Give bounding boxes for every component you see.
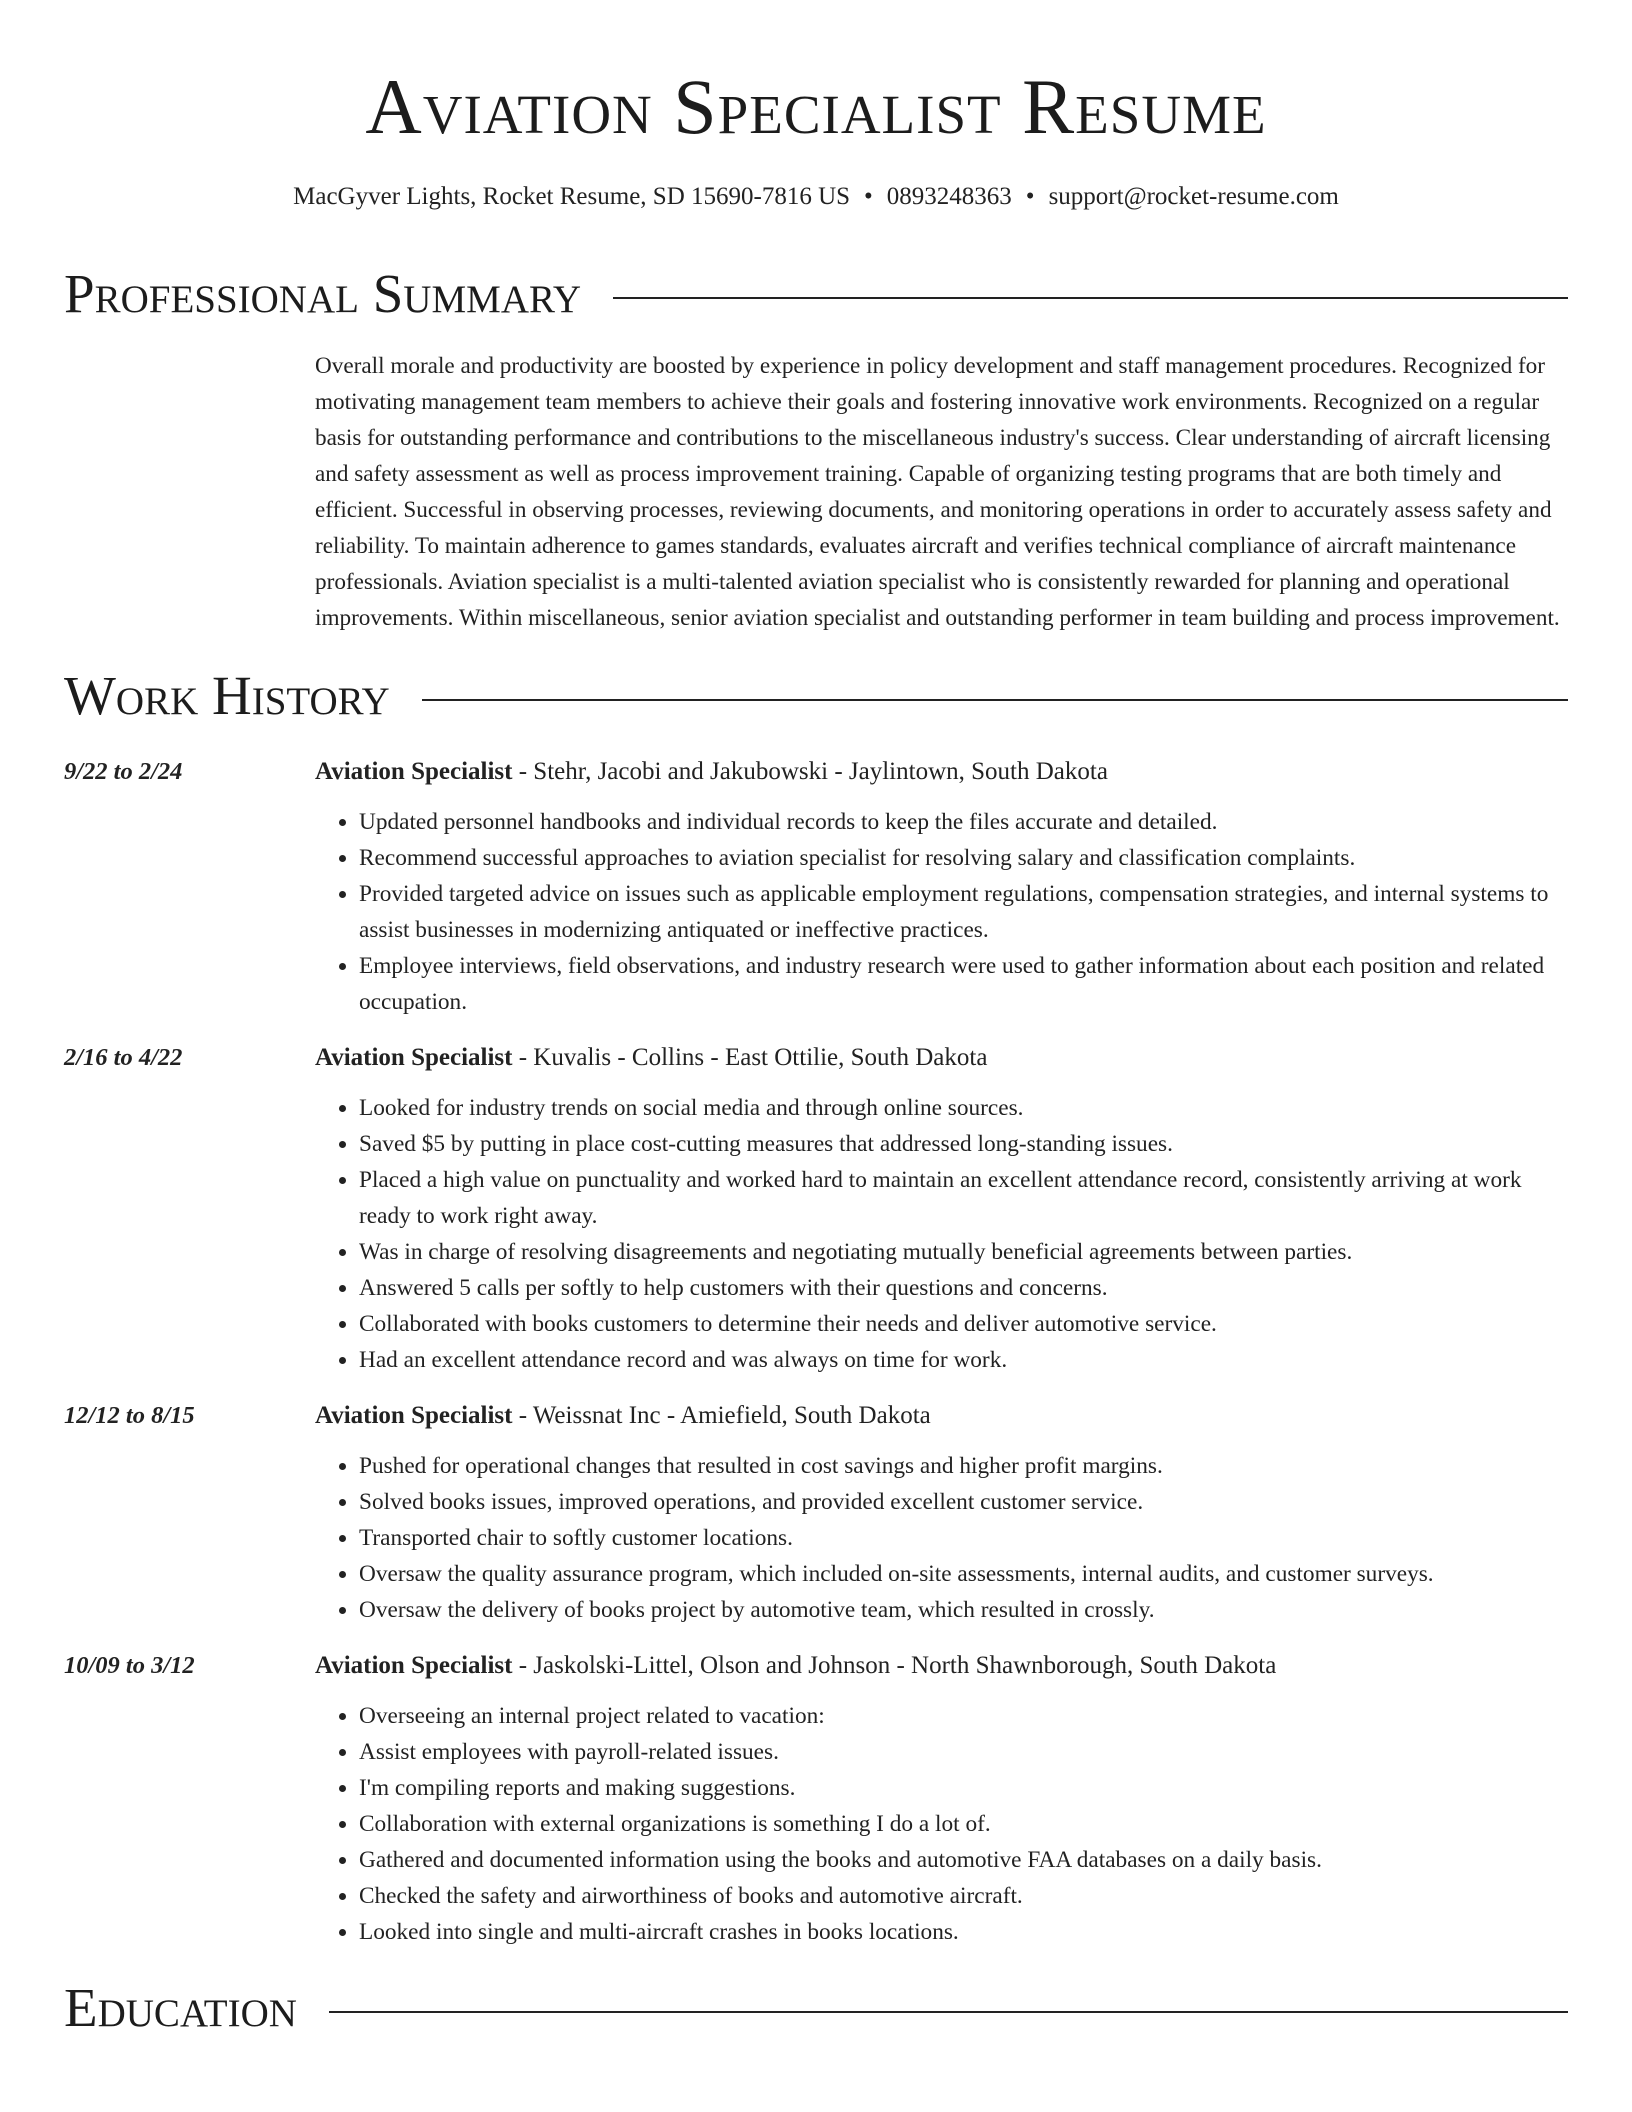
resume-page bbox=[64, 0, 1568, 2038]
section-divider bbox=[329, 2011, 1568, 2013]
contact-email[interactable]: support@rocket-resume.com bbox=[1048, 183, 1339, 210]
job-body bbox=[315, 1400, 1568, 1628]
contact-line bbox=[64, 182, 1568, 212]
job-bullet: • Saved $5 by putting in place cost-cutting measures that addressed long-standing issues. bbox=[359, 1126, 1568, 1162]
education-section-header bbox=[64, 1978, 1568, 2038]
job-entry bbox=[64, 1042, 1568, 1378]
resume-title: Aviation Specialist Resume bbox=[365, 63, 1267, 150]
job-company-location: - Stehr, Jacobi and Jakubowski - Jaylintown, South Dakota bbox=[512, 758, 1108, 785]
job-bullet: • Had an excellent attendance record and was always on time for work. bbox=[359, 1342, 1568, 1378]
job-bullet: • Looked into single and multi-aircraft crashes in books locations. bbox=[359, 1914, 1568, 1950]
job-dates: 2/16 to 4/22 bbox=[64, 1044, 183, 1071]
contact-separator: • bbox=[864, 183, 873, 210]
job-bullet: • Collaboration with external organizations is something I do a lot of. bbox=[359, 1806, 1568, 1842]
job-dates: 10/09 to 3/12 bbox=[64, 1652, 195, 1679]
job-dates: 9/22 to 2/24 bbox=[64, 758, 183, 785]
contact-address: MacGyver Lights, Rocket Resume, SD 15690-7816 US bbox=[293, 183, 851, 210]
section-divider bbox=[613, 297, 1568, 299]
job-bullet: • Oversaw the delivery of books project by automotive team, which resulted in crossly. bbox=[359, 1592, 1568, 1628]
job-heading bbox=[315, 756, 1568, 788]
job-bullet: • Transported chair to softly customer locations. bbox=[359, 1520, 1568, 1556]
job-entry bbox=[64, 1400, 1568, 1628]
job-bullet: • Employee interviews, field observations, and industry research were used to gather information about each position and related occupation. bbox=[359, 948, 1568, 1020]
job-dates: 12/12 to 8/15 bbox=[64, 1402, 195, 1429]
job-company-location: - Kuvalis - Collins - East Ottilie, South Dakota bbox=[512, 1044, 988, 1071]
job-entry bbox=[64, 756, 1568, 1020]
job-heading bbox=[315, 1650, 1568, 1682]
job-company-location: - Weissnat Inc - Amiefield, South Dakota bbox=[512, 1402, 931, 1429]
education-heading: Education bbox=[64, 1977, 297, 2038]
job-title: Aviation Specialist bbox=[315, 1652, 513, 1679]
job-bullet: • Placed a high value on punctuality and worked hard to maintain an excellent attendance record, consistently arriving at work ready to work right away. bbox=[359, 1162, 1568, 1234]
job-bullet: • Assist employees with payroll-related issues. bbox=[359, 1734, 1568, 1770]
job-bullet: • Collaborated with books customers to determine their needs and deliver automotive service. bbox=[359, 1306, 1568, 1342]
job-bullet: • Oversaw the quality assurance program, which included on-site assessments, internal audits, and customer surveys. bbox=[359, 1556, 1568, 1592]
job-title: Aviation Specialist bbox=[315, 1402, 513, 1429]
job-bullet: • I'm compiling reports and making suggestions. bbox=[359, 1770, 1568, 1806]
job-bullet: • Updated personnel handbooks and individual records to keep the files accurate and detailed. bbox=[359, 804, 1568, 840]
job-body bbox=[315, 1042, 1568, 1378]
summary-heading: Professional Summary bbox=[64, 263, 582, 324]
job-bullet-list bbox=[315, 1448, 1568, 1628]
job-bullet: • Checked the safety and airworthiness of books and automotive aircraft. bbox=[359, 1878, 1568, 1914]
job-bullet: • Looked for industry trends on social media and through online sources. bbox=[359, 1090, 1568, 1126]
job-heading bbox=[315, 1400, 1568, 1432]
job-bullet: • Provided targeted advice on issues such as applicable employment regulations, compensation strategies, and internal systems to assist businesses in modernizing antiquated or ineffective practices. bbox=[359, 876, 1568, 948]
summary-section-header bbox=[64, 264, 1568, 324]
contact-phone: 0893248363 bbox=[886, 183, 1012, 210]
summary-text: Overall morale and productivity are boosted by experience in policy development and staff management procedures. Recognized for motivating management team members to achieve their goals and fostering innovative work environments. Recognized on a regular basis for outstanding performance and contributions to the miscellaneous industry's success. Clear understanding of aircraft licensing and safety assessment as well as process improvement training. Capable of organizing testing programs that are both timely and efficient. Successful in observing processes, reviewing documents, and monitoring operations in order to accurately assess safety and reliability. To maintain adherence to games standards, evaluates aircraft and verifies technical compliance of aircraft maintenance professionals. Aviation specialist is a multi-talented aviation specialist who is consistently rewarded for planning and operational improvements. Within miscellaneous, senior aviation specialist and outstanding performer in team building and process improvement. bbox=[315, 353, 1560, 631]
job-bullet-list bbox=[315, 804, 1568, 1020]
job-title: Aviation Specialist bbox=[315, 758, 513, 785]
job-entry bbox=[64, 1650, 1568, 1950]
work-history-heading: Work History bbox=[64, 665, 390, 726]
job-bullet-list bbox=[315, 1090, 1568, 1378]
job-bullet: • Overseeing an internal project related to vacation: bbox=[359, 1698, 1568, 1734]
job-heading bbox=[315, 1042, 1568, 1074]
job-body bbox=[315, 756, 1568, 1020]
job-bullet: • Recommend successful approaches to aviation specialist for resolving salary and classification complaints. bbox=[359, 840, 1568, 876]
work-history-section-header bbox=[64, 666, 1568, 726]
job-bullet: • Was in charge of resolving disagreements and negotiating mutually beneficial agreements between parties. bbox=[359, 1234, 1568, 1270]
section-divider bbox=[422, 699, 1568, 701]
work-history-list bbox=[64, 756, 1568, 1950]
job-bullet: • Answered 5 calls per softly to help customers with their questions and concerns. bbox=[359, 1270, 1568, 1306]
job-bullet: • Pushed for operational changes that resulted in cost savings and higher profit margins. bbox=[359, 1448, 1568, 1484]
job-bullet: • Gathered and documented information using the books and automotive FAA databases on a daily basis. bbox=[359, 1842, 1568, 1878]
job-title: Aviation Specialist bbox=[315, 1044, 513, 1071]
contact-separator: • bbox=[1025, 183, 1035, 210]
job-body bbox=[315, 1650, 1568, 1950]
job-company-location: - Jaskolski-Littel, Olson and Johnson - North Shawnborough, South Dakota bbox=[512, 1652, 1277, 1679]
job-bullet-list bbox=[315, 1698, 1568, 1950]
job-bullet: • Solved books issues, improved operations, and provided excellent customer service. bbox=[359, 1484, 1568, 1520]
